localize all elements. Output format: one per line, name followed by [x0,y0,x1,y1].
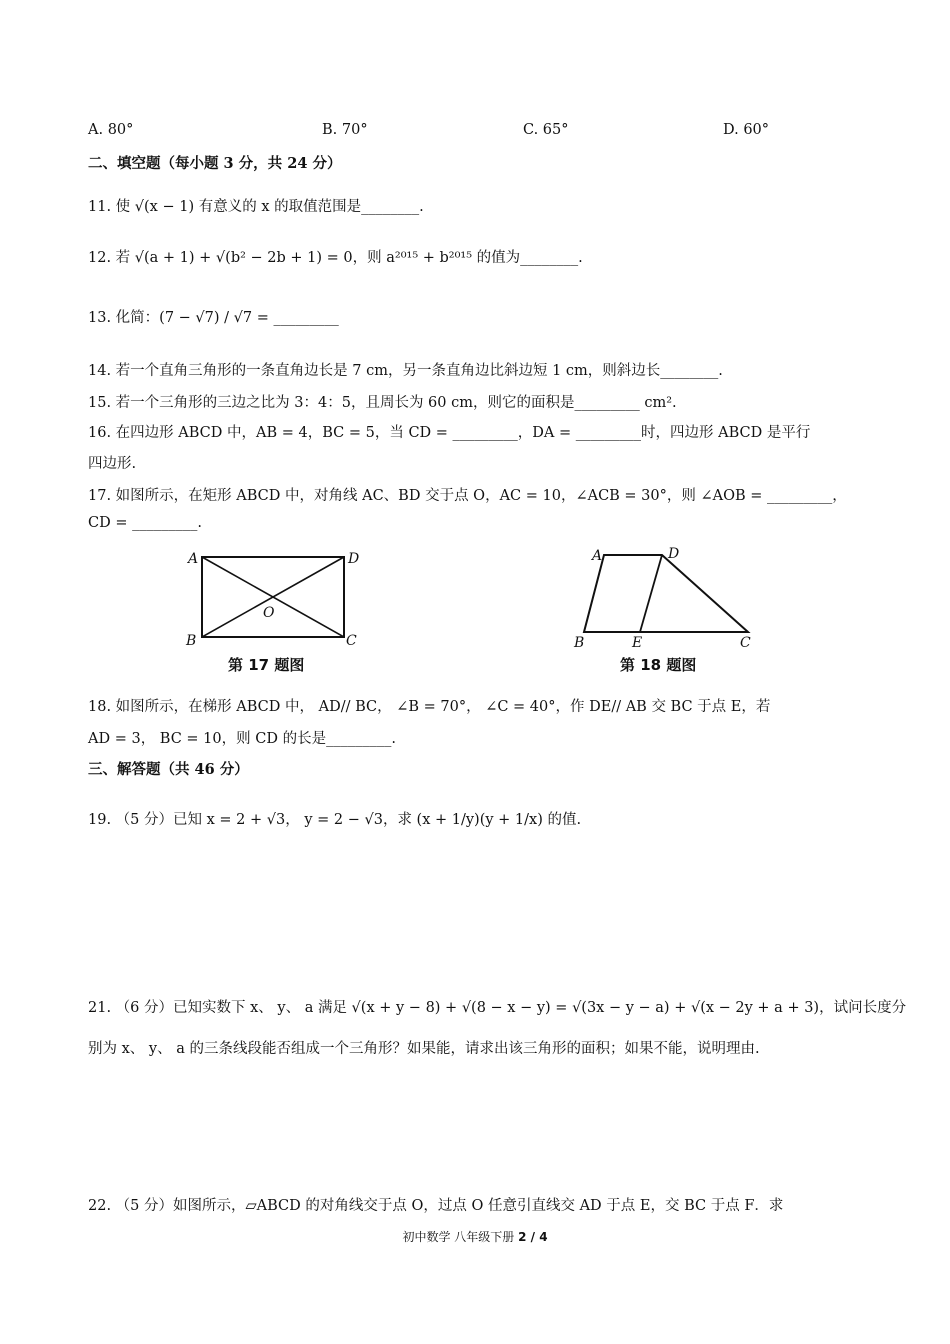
trapezoid-abcd [584,555,748,632]
question-12: 12. 若 √(a + 1) + √(b² − 2b + 1) = 0，则 a²⁰¹⁵ + b²⁰¹⁵ 的值为________. [88,250,583,266]
question-13: 13. 化简：(7 − √7) / √7 = _________ [88,310,339,326]
question-19: 19. （5 分）已知 x = 2 + √3， y = 2 − √3，求 (x + 1/y)(y + 1/x) 的值. [88,812,582,828]
page-number: 2 / 4 [518,1230,548,1244]
section-fill-in-heading: 二、填空题（每小题 3 分，共 24 分） [88,155,342,172]
section-solutions-heading: 三、解答题（共 46 分） [88,761,249,778]
point-b-label: B [574,635,585,651]
point-d-label: D [668,546,680,562]
question-15: 15. 若一个三角形的三边之比为 3：4：5，且周长为 60 cm，则它的面积是_________ cm². [88,395,677,411]
point-o-label: O [263,605,275,621]
figure-18-caption: 第 18 题图 [620,656,697,674]
question-22: 22. （5 分）如图所示，▱ABCD 的对角线交于点 O，过点 O 任意引直线交 AD 于点 E，交 BC 于点 F．求 [88,1198,784,1214]
option-b: B. 70° [322,122,368,138]
point-e-label: E [632,635,643,651]
question-16-line1: 16. 在四边形 ABCD 中，AB = 4，BC = 5，当 CD = _________，DA = _________时，四边形 ABCD 是平行 [88,425,811,441]
option-a: A. 80° [88,122,134,138]
question-16-line2: 四边形. [88,456,137,472]
point-a-label: A [188,551,199,567]
question-18-line1: 18. 如图所示，在梯形 ABCD 中， AD// BC， ∠B = 70°， ∠C = 40°，作 DE// AB 交 BC 于点 E，若 [88,699,771,715]
question-18-line2: AD = 3， BC = 10，则 CD 的长是_________. [88,731,396,747]
footer-text: 初中数学 八年级下册 [402,1230,515,1244]
question-17-line1: 17. 如图所示，在矩形 ABCD 中，对角线 AC、BD 交于点 O，AC = 10，∠ACB = 30°，则 ∠AOB = _________， [88,488,847,504]
figure-17-caption: 第 17 题图 [228,656,305,674]
question-17-line2: CD = _________. [88,515,202,531]
option-c: C. 65° [523,122,569,138]
point-a-label: A [592,548,603,564]
point-d-label: D [348,551,360,567]
question-21-line1: 21. （6 分）已知实数下 x、 y、 a 满足 √(x + y − 8) + √(8 − x − y) = √(3x − y − a) + √(x − 2y + a + 3)，试问长度分 [88,1000,907,1016]
figure-17 [180,545,360,655]
figure-18 [570,540,770,655]
page-footer [0,1228,950,1245]
point-b-label: B [186,633,197,649]
segment-de [640,555,662,632]
question-11: 11. 使 √(x − 1) 有意义的 x 的取值范围是________. [88,199,424,215]
option-d: D. 60° [723,122,770,138]
question-14: 14. 若一个直角三角形的一条直角边长是 7 cm，另一条直角边比斜边短 1 cm，则斜边长________. [88,363,723,379]
point-c-label: C [346,633,357,649]
question-21-line2: 别为 x、 y、 a 的三条线段能否组成一个三角形？如果能，请求出该三角形的面积；如果不能，说明理由. [88,1041,760,1057]
point-c-label: C [740,635,751,651]
